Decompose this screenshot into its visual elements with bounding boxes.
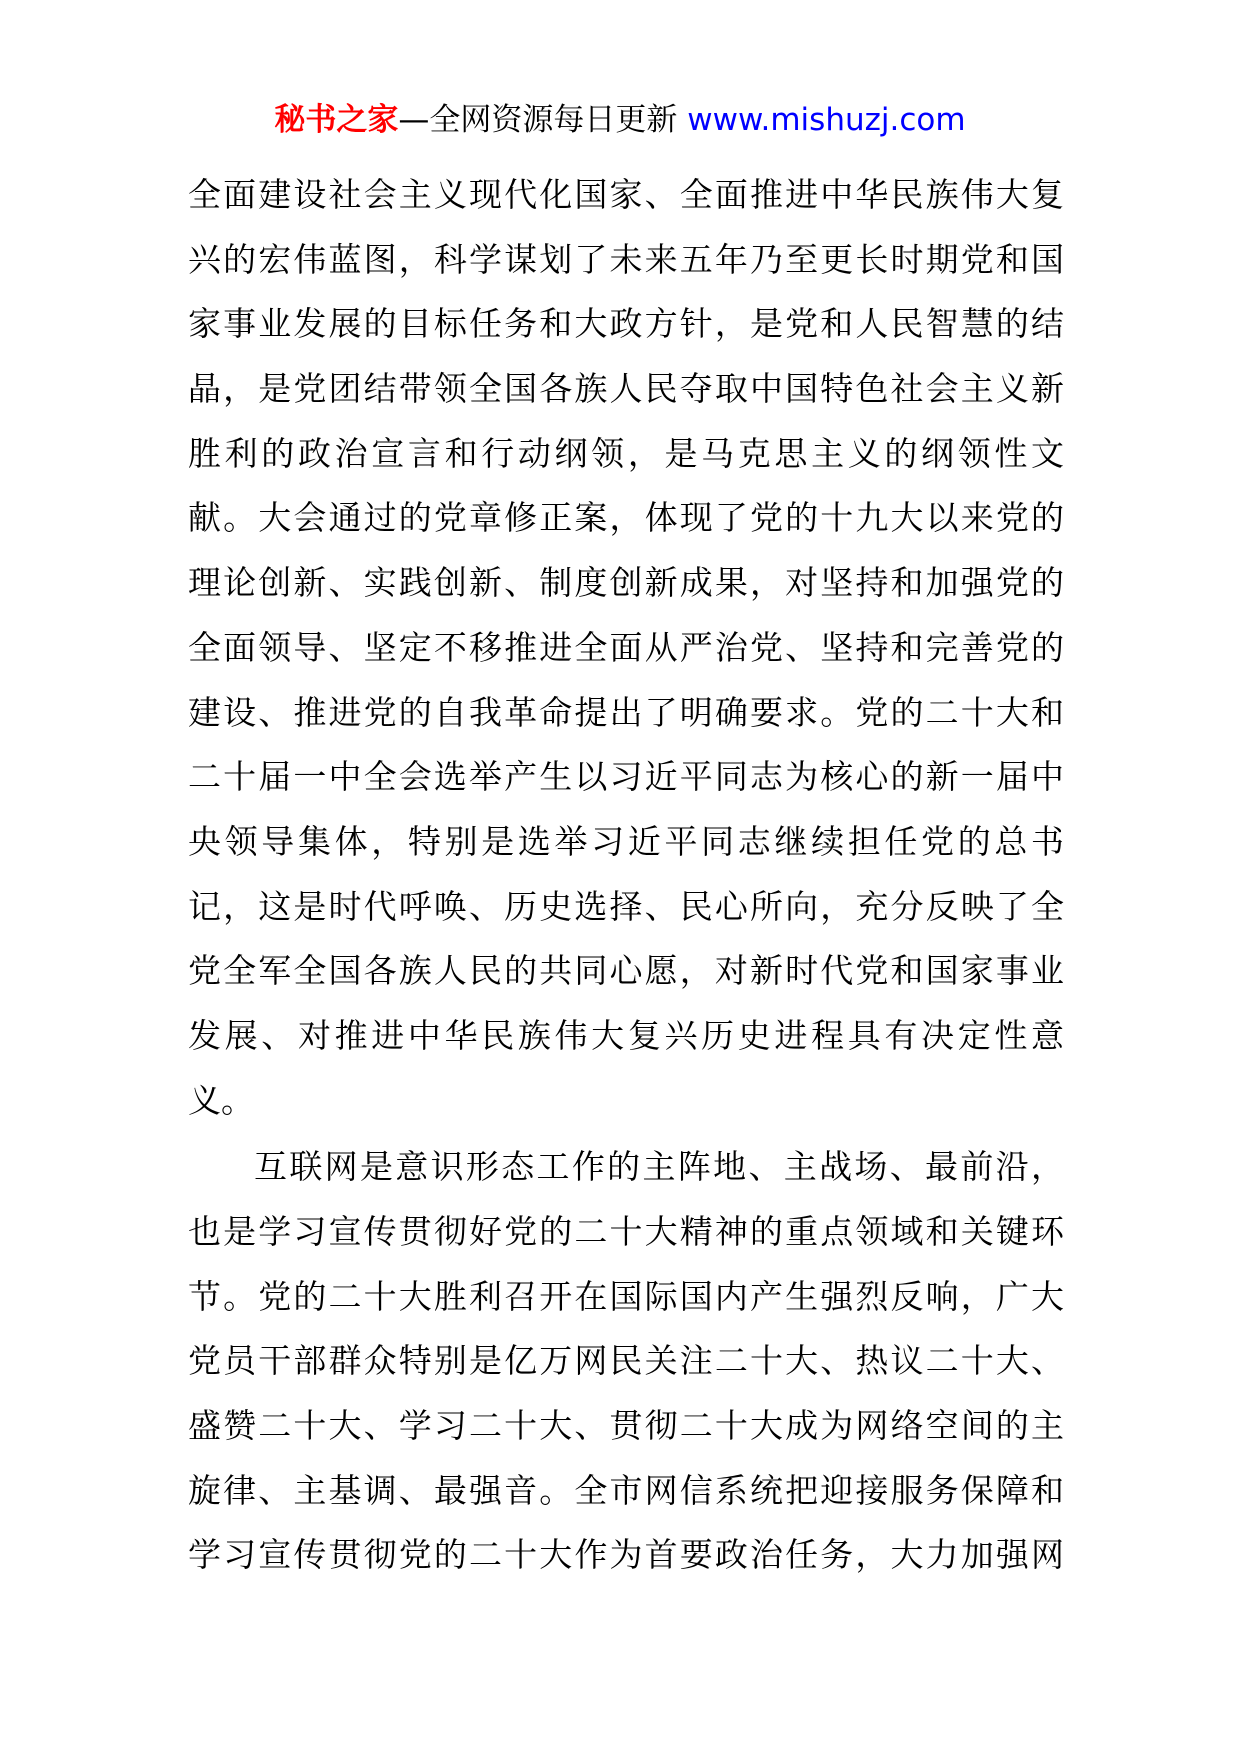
text-line: 建设、推进党的自我革命提出了明确要求。党的二十大和 — [188, 692, 1064, 732]
paragraph-1 — [188, 163, 1064, 1133]
text-line: 盛赞二十大、学习二十大、贯彻二十大成为网络空间的主 — [188, 1406, 1064, 1446]
text-line: 兴的宏伟蓝图，科学谋划了未来五年乃至更长时期党和国 — [188, 239, 1064, 279]
text-line: 全面领导、坚定不移推进全面从严治党、坚持和完善党的 — [188, 627, 1064, 667]
text-line: 晶，是党团结带领全国各族人民夺取中国特色社会主义新 — [188, 369, 1064, 409]
text-line: 学习宣传贯彻党的二十大作为首要政治任务，大力加强网 — [188, 1535, 1064, 1575]
text-line: 献。大会通过的党章修正案，体现了党的十九大以来党的 — [188, 498, 1064, 538]
text-line: 家事业发展的目标任务和大政方针，是党和人民智慧的结 — [188, 304, 1064, 344]
paragraph-2 — [188, 1135, 1064, 1588]
text-line: 节。党的二十大胜利召开在国际国内产生强烈反响，广大 — [188, 1276, 1064, 1316]
text-line: 二十届一中全会选举产生以习近平同志为核心的新一届中 — [188, 757, 1064, 797]
text-line: 党全军全国各族人民的共同心愿，对新时代党和国家事业 — [188, 951, 1064, 991]
document-body — [188, 163, 1064, 1588]
text-line: 互联网是意识形态工作的主阵地、主战场、最前沿， — [254, 1147, 1064, 1187]
text-line: 胜利的政治宣言和行动纲领，是马克思主义的纲领性文 — [188, 433, 1064, 473]
text-line: 记，这是时代呼唤、历史选择、民心所向，充分反映了全 — [188, 886, 1064, 926]
text-line: 旋律、主基调、最强音。全市网信系统把迎接服务保障和 — [188, 1470, 1064, 1510]
text-line: 理论创新、实践创新、制度创新成果，对坚持和加强党的 — [188, 563, 1064, 603]
text-line: 全面建设社会主义现代化国家、全面推进中华民族伟大复 — [188, 175, 1064, 214]
header-tagline: —全网资源每日更新 — [398, 102, 688, 138]
page-header — [0, 100, 1240, 140]
text-line: 党员干部群众特别是亿万网民关注二十大、热议二十大、 — [188, 1341, 1064, 1381]
text-line: 央领导集体，特别是选举习近平同志继续担任党的总书 — [188, 821, 1064, 861]
text-line: 也是学习宣传贯彻好党的二十大精神的重点领域和关键环 — [188, 1212, 1064, 1251]
header-brand: 秘书之家 — [274, 102, 399, 138]
text-line: 义。 — [188, 1080, 254, 1120]
header-url[interactable]: www.mishuzj.com — [687, 102, 966, 138]
text-line: 发展、对推进中华民族伟大复兴历史进程具有决定性意 — [188, 1015, 1064, 1055]
